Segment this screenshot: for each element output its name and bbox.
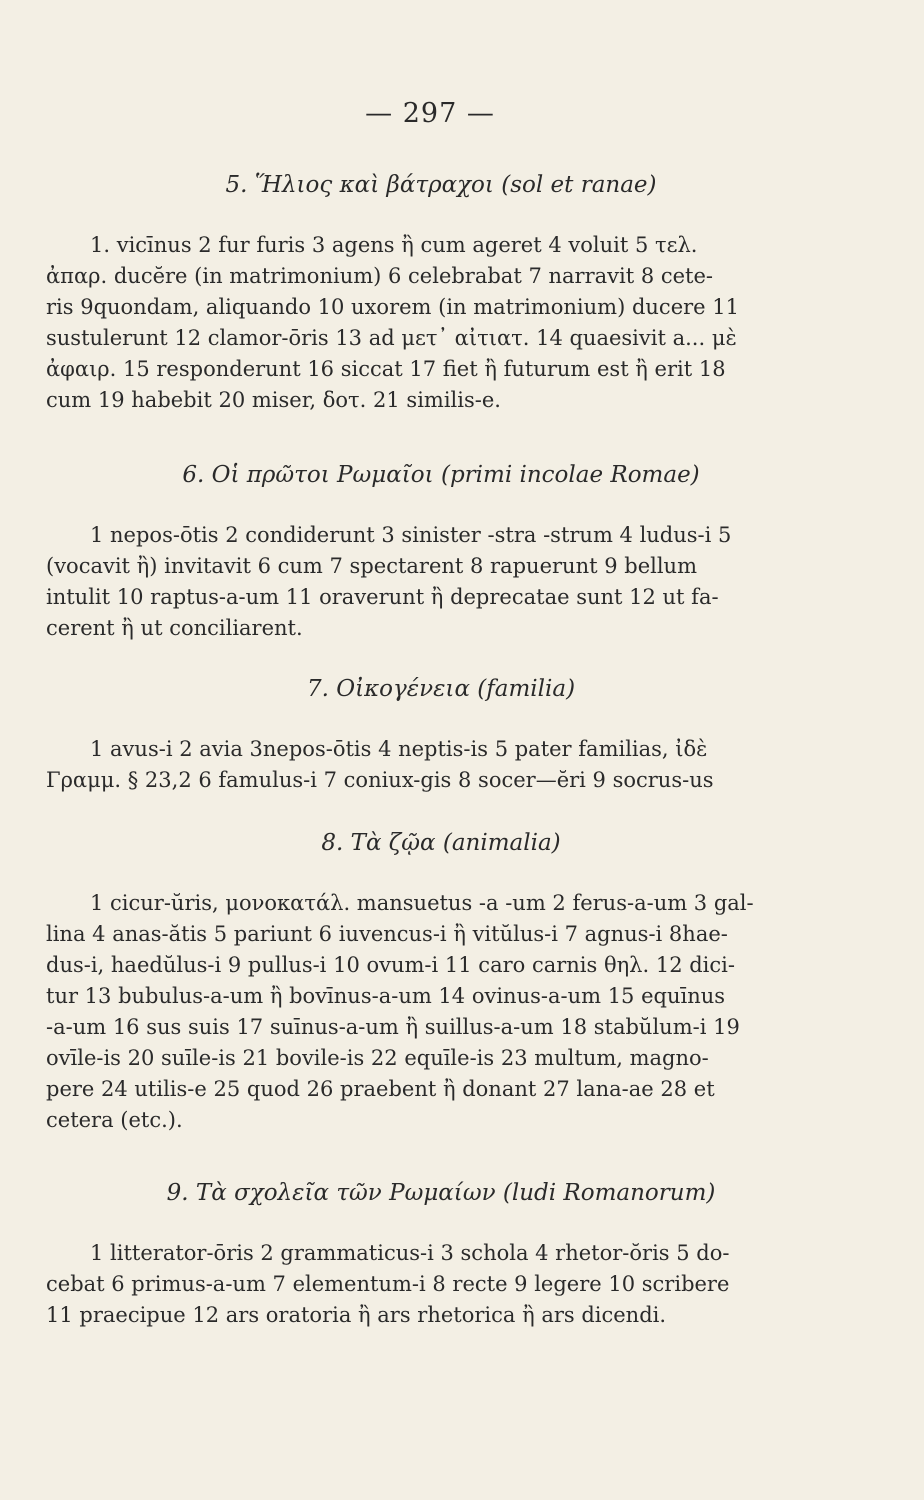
text-line: pere 24 utilis-e 25 quod 26 praebent ἢ donant 27 lana-ae 28 et [46, 1077, 715, 1101]
section-9-ludi-romanorum [46, 1176, 836, 1331]
text-line: -a-um 16 sus suis 17 suīnus-a-um ἢ suillus-a-um 18 stabŭlum-i 19 [46, 1015, 740, 1039]
section-heading: 9. Τὰ σχολεῖα τῶν Ρωμαίων (ludi Romanorum) [166, 1180, 716, 1206]
section-6-primi-incolae-romae [46, 458, 836, 644]
text-line: ris 9quondam, aliquando 10 uxorem (in matrimonium) ducere 11 [46, 295, 739, 319]
text-line: intulit 10 raptus-a-um 11 oraverunt ἢ deprecatae sunt 12 ut fa- [46, 585, 719, 609]
section-heading: 6. Οἱ πρῶτοι Ρωμαῖοι (primi incolae Romae) [182, 462, 700, 488]
section-8-animalia [46, 826, 836, 1136]
text-line: cum 19 habebit 20 miser, δοτ. 21 similis-e. [46, 388, 501, 412]
text-line: lina 4 anas-ătis 5 pariunt 6 iuvencus-i ἢ vitŭlus-i 7 agnus-i 8hae- [46, 922, 728, 946]
text-line: ovīle-is 20 suīle-is 21 bovile-is 22 equīle-is 23 multum, magno- [46, 1046, 709, 1070]
text-line: cerent ἢ ut conciliarent. [46, 616, 303, 640]
section-heading: 5. Ἥλιος καὶ βάτραχοι (sol et ranae) [225, 172, 657, 198]
text-line: Γραμμ. § 23,2 6 famulus-i 7 coniux-gis 8 socer—ĕri 9 socrus-us [46, 768, 714, 792]
text-line: 1 avus-i 2 avia 3nepos-ōtis 4 neptis-is 5 pater familias, ἰδὲ [90, 737, 708, 761]
text-line: 1 litterator-ōris 2 grammaticus-i 3 schola 4 rhetor-ŏris 5 do- [90, 1241, 730, 1265]
text-line: 11 praecipue 12 ars oratoria ἢ ars rhetorica ἢ ars dicendi. [46, 1303, 667, 1327]
text-line: tur 13 bubulus-a-um ἢ bovīnus-a-um 14 ovinus-a-um 15 equīnus [46, 984, 726, 1008]
text-line: 1 cicur-ŭris, μονοκατάλ. mansuetus -a -um 2 ferus-a-um 3 gal- [90, 891, 754, 915]
text-line: 1. vicīnus 2 fur furis 3 agens ἢ cum ageret 4 voluit 5 τελ. [90, 233, 698, 257]
section-heading: 7. Οἰκογένεια (familia) [306, 676, 576, 702]
section-7-familia [46, 672, 836, 796]
text-line: (vocavit ἢ) invitavit 6 cum 7 spectarent 8 rapuerunt 9 bellum [46, 554, 697, 578]
text-line: cetera (etc.). [46, 1108, 183, 1132]
text-line: 1 nepos-ōtis 2 condiderunt 3 sinister -stra -strum 4 ludus-i 5 [90, 523, 732, 547]
text-line: ἀπαρ. ducĕre (in matrimonium) 6 celebrabat 7 narravit 8 cete- [46, 264, 714, 288]
text-line: dus-i, haedŭlus-i 9 pullus-i 10 ovum-i 11 caro carnis θηλ. 12 dici- [46, 953, 735, 977]
text-line: cebat 6 primus-a-um 7 elementum-i 8 recte 9 legere 10 scribere [46, 1272, 730, 1296]
section-5-sol-et-ranae [46, 168, 836, 416]
page-number: — 297 — [365, 98, 495, 129]
section-heading: 8. Τὰ ζῷα (animalia) [321, 830, 561, 856]
text-line: ἀφαιρ. 15 responderunt 16 siccat 17 fiet ἢ futurum est ἢ erit 18 [46, 357, 726, 381]
text-line: sustulerunt 12 clamor-ōris 13 ad μετ᾽ αἰτιατ. 14 quaesivit a... μὲ [46, 326, 737, 350]
